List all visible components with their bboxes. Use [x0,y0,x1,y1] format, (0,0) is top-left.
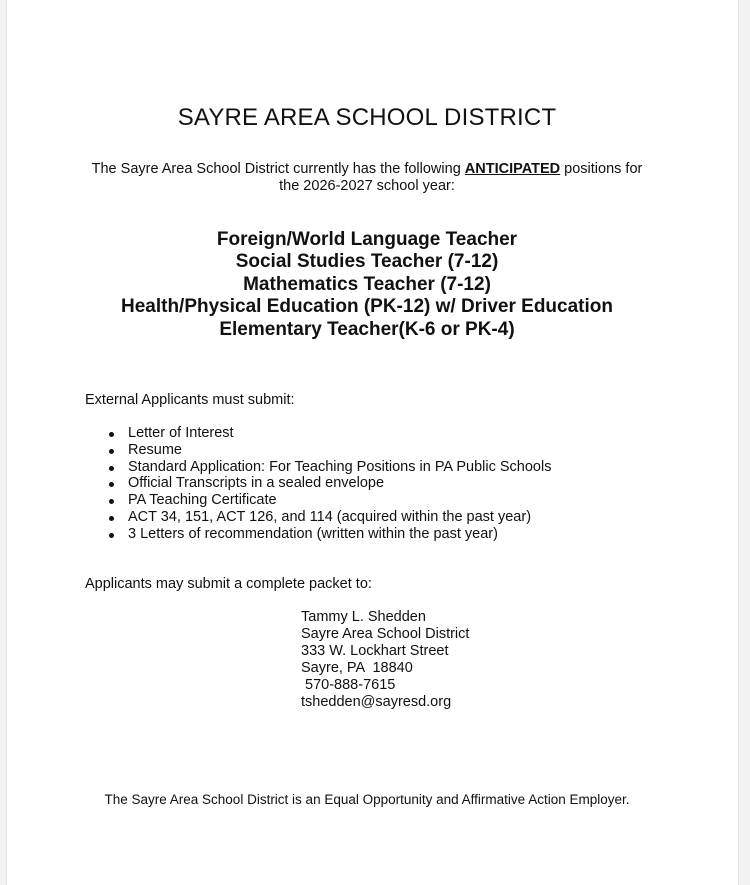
position-item: Health/Physical Education (PK-12) w/ Driver Education [120,296,613,318]
requirement-item: Resume [107,442,551,459]
position-item: Mathematics Teacher (7-12) [243,273,491,295]
contact-email: tshedden@sayresd.org [301,693,452,710]
contact-block [301,609,469,710]
intro-paragraph [7,161,727,195]
requirements-list [107,425,551,543]
positions-list [7,229,727,341]
requirement-item: Standard Application: For Teaching Positions in PA Public Schools [107,459,551,476]
intro-text-before: The Sayre Area School District currently has the following [91,161,465,177]
external-applicants-label: External Applicants must submit: [85,392,295,408]
contact-name: Tammy L. Shedden [301,609,426,625]
requirement-item: Official Transcripts in a sealed envelope [107,475,551,492]
contact-city-state-zip: Sayre, PA 18840 [301,659,413,676]
intro-text-after: positions for [560,161,643,177]
packet-label: Applicants may submit a complete packet to: [85,576,372,592]
district-title: SAYRE AREA SCHOOL DISTRICT [177,104,557,131]
eeo-footer: The Sayre Area School District is an Equal Opportunity and Affirmative Action Employer. [104,792,630,807]
requirement-item: ACT 34, 151, ACT 126, and 114 (acquired within the past year) [107,509,551,526]
document-page [6,0,739,885]
contact-phone: 570-888-7615 [301,676,396,693]
requirement-item: 3 Letters of recommendation (written within the past year) [107,526,551,543]
requirement-item: PA Teaching Certificate [107,492,551,509]
position-item: Social Studies Teacher (7-12) [235,251,499,273]
position-item: Foreign/World Language Teacher [216,229,518,250]
intro-emphasis: ANTICIPATED [464,161,561,177]
position-item: Elementary Teacher(K-6 or PK-4) [219,318,515,340]
intro-line-1 [7,161,727,178]
requirement-item: Letter of Interest [107,425,551,442]
intro-line-2: the 2026-2027 school year: [279,178,455,194]
contact-street: 333 W. Lockhart Street [301,642,449,659]
contact-organization: Sayre Area School District [301,625,470,642]
